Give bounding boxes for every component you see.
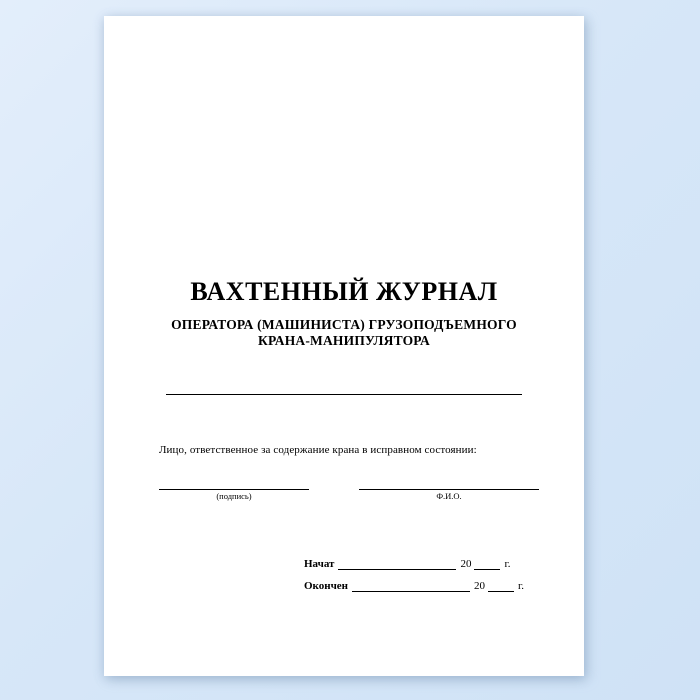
started-date-row <box>304 558 554 570</box>
started-year-suffix: г. <box>504 558 511 570</box>
signature-caption: (подпись) <box>216 491 252 501</box>
finished-year-prefix: 20 <box>474 580 486 592</box>
started-year-prefix: 20 <box>460 558 472 570</box>
dates-block <box>304 558 554 602</box>
organization-blank-rule <box>166 394 522 395</box>
full-name-blank-rule <box>359 478 539 490</box>
signature-field <box>159 478 309 501</box>
full-name-caption: Ф.И.О. <box>436 491 462 501</box>
document-page <box>104 16 584 676</box>
signature-row <box>159 478 539 501</box>
finished-label: Окончен <box>304 580 349 592</box>
finished-year-suffix: г. <box>518 580 525 592</box>
responsible-person-label: Лицо, ответственное за содержание крана в исправном состоянии: <box>159 444 477 456</box>
document-subtitle-line-2: КРАНА-МАНИПУЛЯТОРА <box>258 333 430 349</box>
finished-date-row <box>304 580 554 592</box>
started-date-blank <box>338 558 456 570</box>
started-label: Начат <box>304 558 335 570</box>
document-content <box>104 16 584 676</box>
document-subtitle-line-1: ОПЕРАТОРА (МАШИНИСТА) ГРУЗОПОДЪЕМНОГО <box>171 316 517 332</box>
finished-date-blank <box>352 580 470 592</box>
finished-year-blank <box>488 580 514 592</box>
started-year-blank <box>474 558 500 570</box>
signature-blank-rule <box>159 478 309 490</box>
full-name-field <box>359 478 539 501</box>
page-title: ВАХТЕННЫЙ ЖУРНАЛ <box>190 277 498 306</box>
title-block <box>104 278 584 350</box>
